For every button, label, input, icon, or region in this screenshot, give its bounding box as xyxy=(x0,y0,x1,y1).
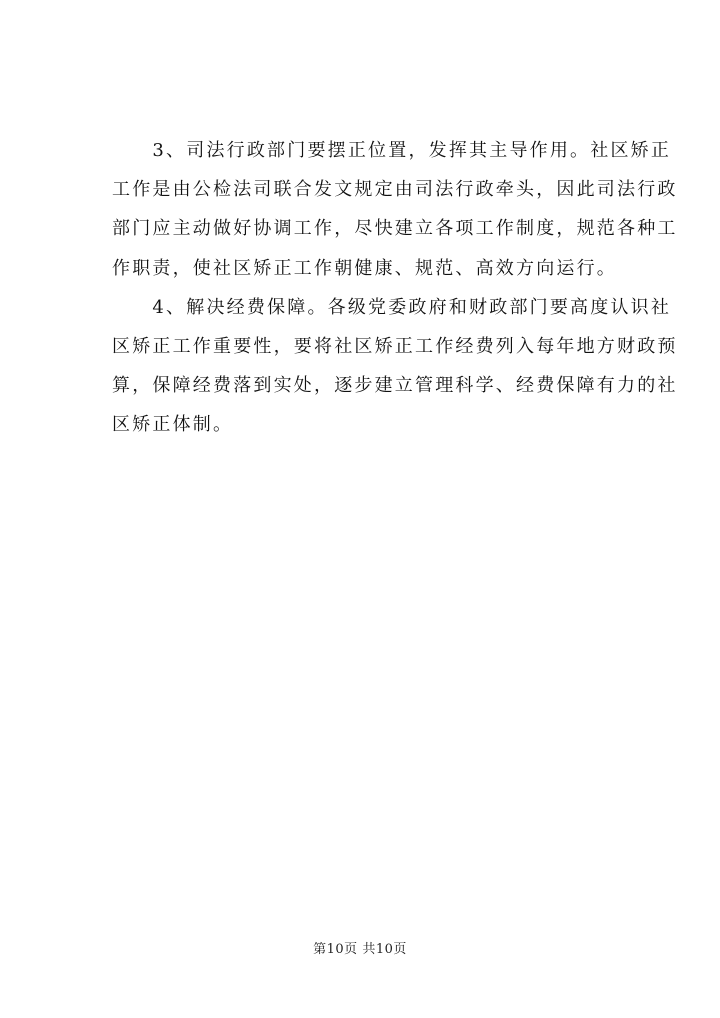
paragraph-4-line-3: 算，保障经费落到实处，逐步建立管理科学、经费保障有力的社 xyxy=(112,375,678,397)
paragraph-3-line-3: 部门应主动做好协调工作，尽快建立各项工作制度，规范各种工 xyxy=(112,218,678,240)
paragraph-3-line-2: 工作是由公检法司联合发文规定由司法行政牵头，因此司法行政 xyxy=(112,179,678,201)
page-number-footer: 第10页 共10页 xyxy=(313,942,407,957)
paragraph-4-line-1: 4、解决经费保障。各级党委政府和财政部门要高度认识社 xyxy=(112,296,672,318)
paragraph-4-line-2: 区矫正工作重要性，要将社区矫正工作经费列入每年地方财政预 xyxy=(112,335,678,357)
paragraph-4-line-4: 区矫正体制。 xyxy=(112,414,234,436)
paragraph-3-line-1: 3、司法行政部门要摆正位置，发挥其主导作用。社区矫正 xyxy=(112,140,672,161)
document-body xyxy=(112,131,678,445)
paragraph-3-line-4: 作职责，使社区矫正工作朝健康、规范、高效方向运行。 xyxy=(112,257,617,279)
